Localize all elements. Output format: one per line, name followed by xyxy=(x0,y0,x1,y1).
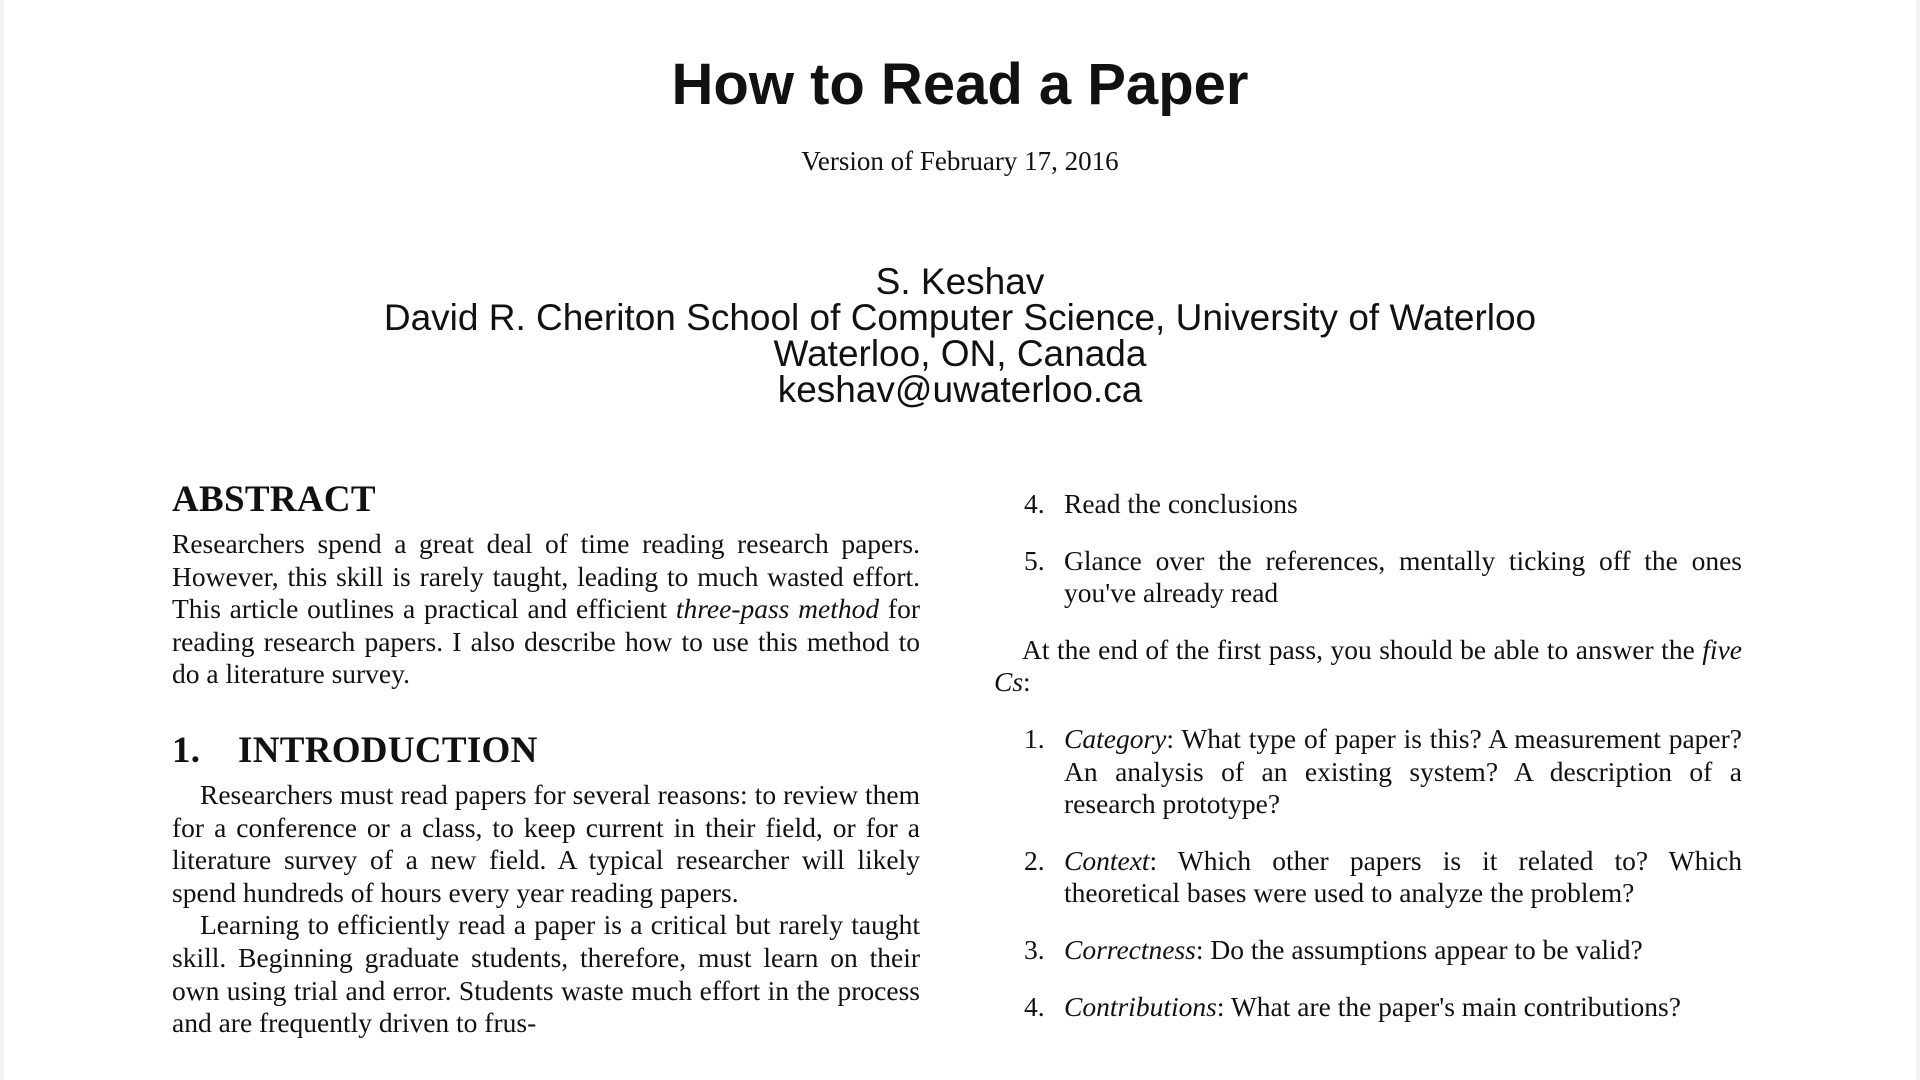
section-number: 1. xyxy=(172,729,201,771)
list-item-number: 5. xyxy=(1024,544,1045,576)
list-item xyxy=(994,545,1742,610)
list-item-text: Glance over the references, mentally ticking off the ones you've already read xyxy=(1064,544,1742,609)
list-item-term: Correctness xyxy=(1064,933,1196,965)
list-item-number: 2. xyxy=(1024,844,1045,876)
five-cs-emphasis: five Cs xyxy=(994,633,1742,698)
list-item-text: : What type of paper is this? A measurement paper? An analysis of an existing system? A description of a research prototype? xyxy=(1064,722,1742,820)
intro-paragraph-2: Learning to efficiently read a paper is a critical but rarely taught skill. Beginning graduate students, therefore, must learn on their own using trial and error. Students waste much effort in the process and are frequently driven to frus- xyxy=(172,909,920,1039)
list-item-text: : What are the paper's main contributions? xyxy=(1216,990,1681,1022)
list-item xyxy=(994,723,1742,821)
five-cs-intro-text: At the end of the first pass, you should be able to answer the xyxy=(1022,633,1703,665)
list-item xyxy=(994,934,1742,967)
list-item-term: Category xyxy=(1064,722,1167,754)
abstract-text-part-2: for reading research papers. I also describe how to use this method to do a literature survey. xyxy=(172,593,920,690)
author-email: keshav@uwaterloo.ca xyxy=(777,369,1143,410)
section-title: INTRODUCTION xyxy=(238,729,538,771)
first-pass-list xyxy=(994,488,1742,610)
left-column xyxy=(172,478,920,1040)
abstract-text xyxy=(172,528,920,691)
version-date: Version of February 17, 2016 xyxy=(801,146,1119,176)
paper-page xyxy=(4,0,1916,1080)
author-block xyxy=(4,261,1916,410)
list-item-number: 1. xyxy=(1024,722,1045,754)
list-item-term: Context xyxy=(1064,844,1150,876)
abstract-text-part-1: Researchers spend a great deal of time reading research papers. However, this skill is rarely taught, leading to much wasted effort. This article outlines a practical and efficient xyxy=(172,528,920,625)
list-item-number: 3. xyxy=(1024,933,1045,965)
list-item-term: Contributions xyxy=(1064,990,1217,1022)
list-item-number: 4. xyxy=(1024,488,1045,519)
list-item-text: : Do the assumptions appear to be valid? xyxy=(1195,933,1643,965)
intro-paragraph-1: Researchers must read papers for several reasons: to review them for a conference or a class, to keep current in their field, or for a literature survey of a new field. A typical researcher will likely spend hundreds of hours every year reading papers. xyxy=(172,778,920,908)
paper-title: How to Read a Paper xyxy=(671,52,1249,117)
list-item-text: : Which other papers is it related to? Which theoretical bases were used to analyze the problem? xyxy=(1064,844,1742,909)
right-column xyxy=(994,488,1742,1047)
author-affiliation: David R. Cheriton School of Computer Science, University of Waterloo xyxy=(383,297,1537,338)
list-item xyxy=(994,488,1742,521)
introduction-heading xyxy=(172,729,920,773)
five-cs-list xyxy=(994,723,1742,1023)
five-cs-intro-colon: : xyxy=(1023,666,1031,698)
five-cs-intro xyxy=(994,634,1742,699)
list-item xyxy=(994,845,1742,910)
author-name: S. Keshav xyxy=(875,261,1045,302)
list-item-text: Read the conclusions xyxy=(1064,488,1298,519)
abstract-heading: ABSTRACT xyxy=(172,479,376,520)
list-item xyxy=(994,991,1742,1024)
abstract-emphasis: three-pass method xyxy=(675,593,880,625)
list-item-number: 4. xyxy=(1024,990,1045,1022)
author-location: Waterloo, ON, Canada xyxy=(773,333,1147,374)
